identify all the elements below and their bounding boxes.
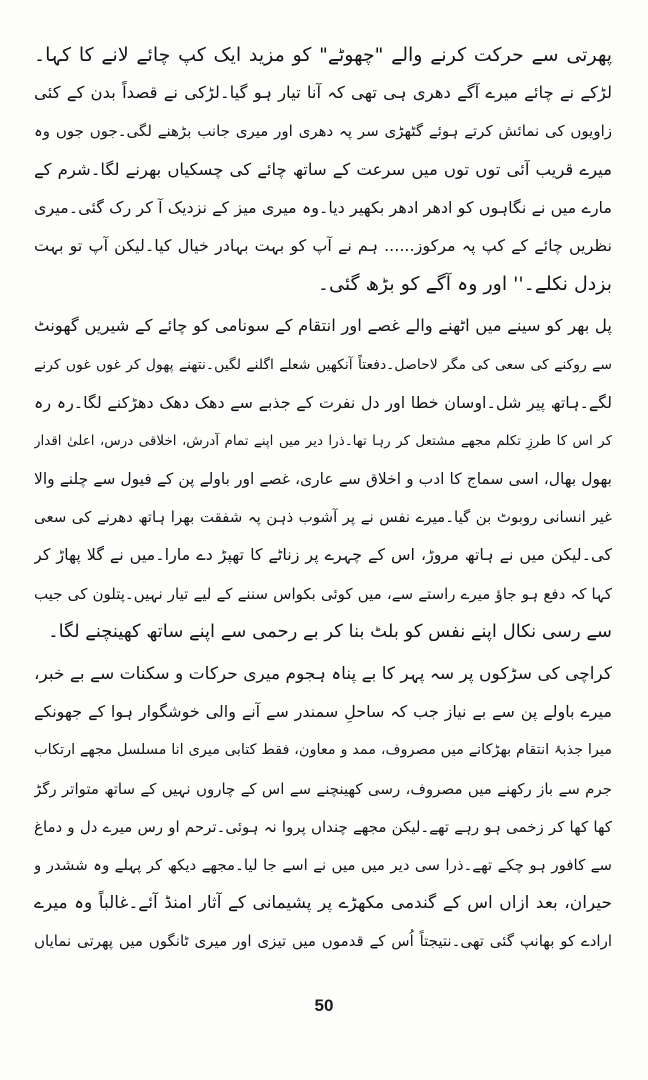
paragraph — [34, 36, 612, 303]
page-body-text — [34, 36, 612, 961]
text-line: کر اس کا طرزِ تکلم مجھے مشتعل کر رہا تھا۔ذرا دیر میں اپنے تمام آدرش، اخلاقی درس، اعلیٰ اقدار — [34, 432, 612, 449]
page-number: 50 — [314, 996, 334, 1015]
text-line: نظریں چائے کے کپ پہ مرکوز...... ہم نے آپ کو بہت بہادر خیال کیا۔لیکن آپ تو بہت — [34, 235, 612, 255]
text-line: لگے۔ہاتھ پیر شل۔اوسان خطا اور دل نفرت کے جذبے سے دھک دھک دھڑکنے لگا۔رہ رہ — [34, 392, 612, 412]
text-line: کراچی کی سڑکوں پر سہ پہر کا بے پناہ ہجوم میری حرکات و سکنات سے بے خبر، — [34, 664, 612, 684]
text-line: سے روکنے کی سعی کی مگر لاحاصل۔دفعتاً آنکھیں شعلے اگلنے لگیں۔نتھنے پھول کر غوں غوں کرنے — [34, 356, 612, 373]
text-line: میرے باولے پن سے بے نیاز جب کہ ساحلِ سمندر سے آنے والی خوشگوار ہوا کے جھونکے — [34, 702, 612, 722]
text-line: پل بھر کو سینے میں اٹھنے والے غصے اور انتقام کے سونامی کو چائے کے شیریں گھونٹ — [34, 316, 612, 336]
text-line: سے کافور ہو چکے تھے۔ذرا سی دیر میں میں نے اسے جا لیا۔مجھے دیکھ کر پہلے وہ ششدر و — [34, 855, 612, 874]
text-line: بزدل نکلے۔'' اور وہ آگے کو بڑھ گئی۔ — [317, 273, 612, 296]
text-line: سے رسی نکال اپنے نفس کو بلٹ بنا کر بے رحمی سے اپنے ساتھ کھینچنے لگا۔ — [48, 620, 612, 642]
text-line: کھا کھا کر زخمی ہو رہے تھے۔لیکن مجھے چنداں پروا نہ ہوئی۔ترحم او رس میرے دل و دماغ — [34, 817, 612, 836]
text-line: ارادے کو بھانپ گئی تھی۔نتیجتاً اُس کے قدموں میں تیزی اور میری ٹانگوں میں پھرتی نمایاں — [34, 932, 612, 951]
text-line: میرا جذبۂ انتقام بھڑکانے میں مصروف، ممد و معاون، فقط کتابی میری انا مسلسل مجھے ارتکاب — [34, 742, 612, 759]
text-line: لڑکے نے چائے میرے آگے دھری ہی تھی کہ آنا تیار ہو گیا۔لڑکی نے قصداً بدن کے کئی — [34, 83, 612, 103]
text-line: حیران، بعد ازاں اس کے گندمی مکھڑے پر پشیمانی کے آثار امنڈ آئے۔غالباً وہ میرے — [34, 893, 612, 914]
text-line: زاویوں کی نمائش کرتے ہوئے گٹھڑی سر پہ دھری اور میری جانب بڑھنے لگی۔جوں جوں وہ — [34, 122, 612, 141]
text-line: غیر انسانی روبوٹ بن گیا۔میرے نفس نے پر آشوب ذہن پہ شفقت بھرا ہاتھ دھرنے کی سعی — [34, 508, 612, 527]
text-line: بھول بھال، اسی سماج کا ادب و اخلاق سے عاری، غصے اور باولے پن کے فیول سے چلنے والا — [34, 470, 612, 489]
text-line: کی۔لیکن میں نے ہاتھ مروڑ، اس کے چہرے پر زناٹے کا تھپڑ دے مارا۔میں نے گلا پھاڑ کر — [34, 545, 612, 565]
paragraph — [34, 655, 612, 961]
text-line: پھرتی سے حرکت کرنے والے "چھوٹے" کو مزید ایک کپ چائے لانے کا کہا۔ — [34, 44, 612, 66]
text-line: کہا کہ دفع ہو جاؤ میرے راستے سے، میں کوئی بکواس سننے کے لیے تیار نہیں۔پتلون کی جیب — [34, 584, 612, 603]
text-line: مارے میں نے نگاہوں کو ادھر ادھر بکھیر دیا۔وہ میری میز کے نزدیک آ کر رک گئی۔میری — [34, 197, 612, 217]
text-line: جرم سے باز رکھنے میں مصروف، رسی کھینچنے سے اس کے چاروں نہیں کے ساتھ متواتر رگڑ — [34, 779, 612, 798]
text-line: میرے قریب آئی توں توں میں سرعت کے ساتھ چائے کی چسکیاں بھرنے لگا۔شرم کے — [34, 159, 612, 179]
paragraph — [34, 307, 612, 651]
